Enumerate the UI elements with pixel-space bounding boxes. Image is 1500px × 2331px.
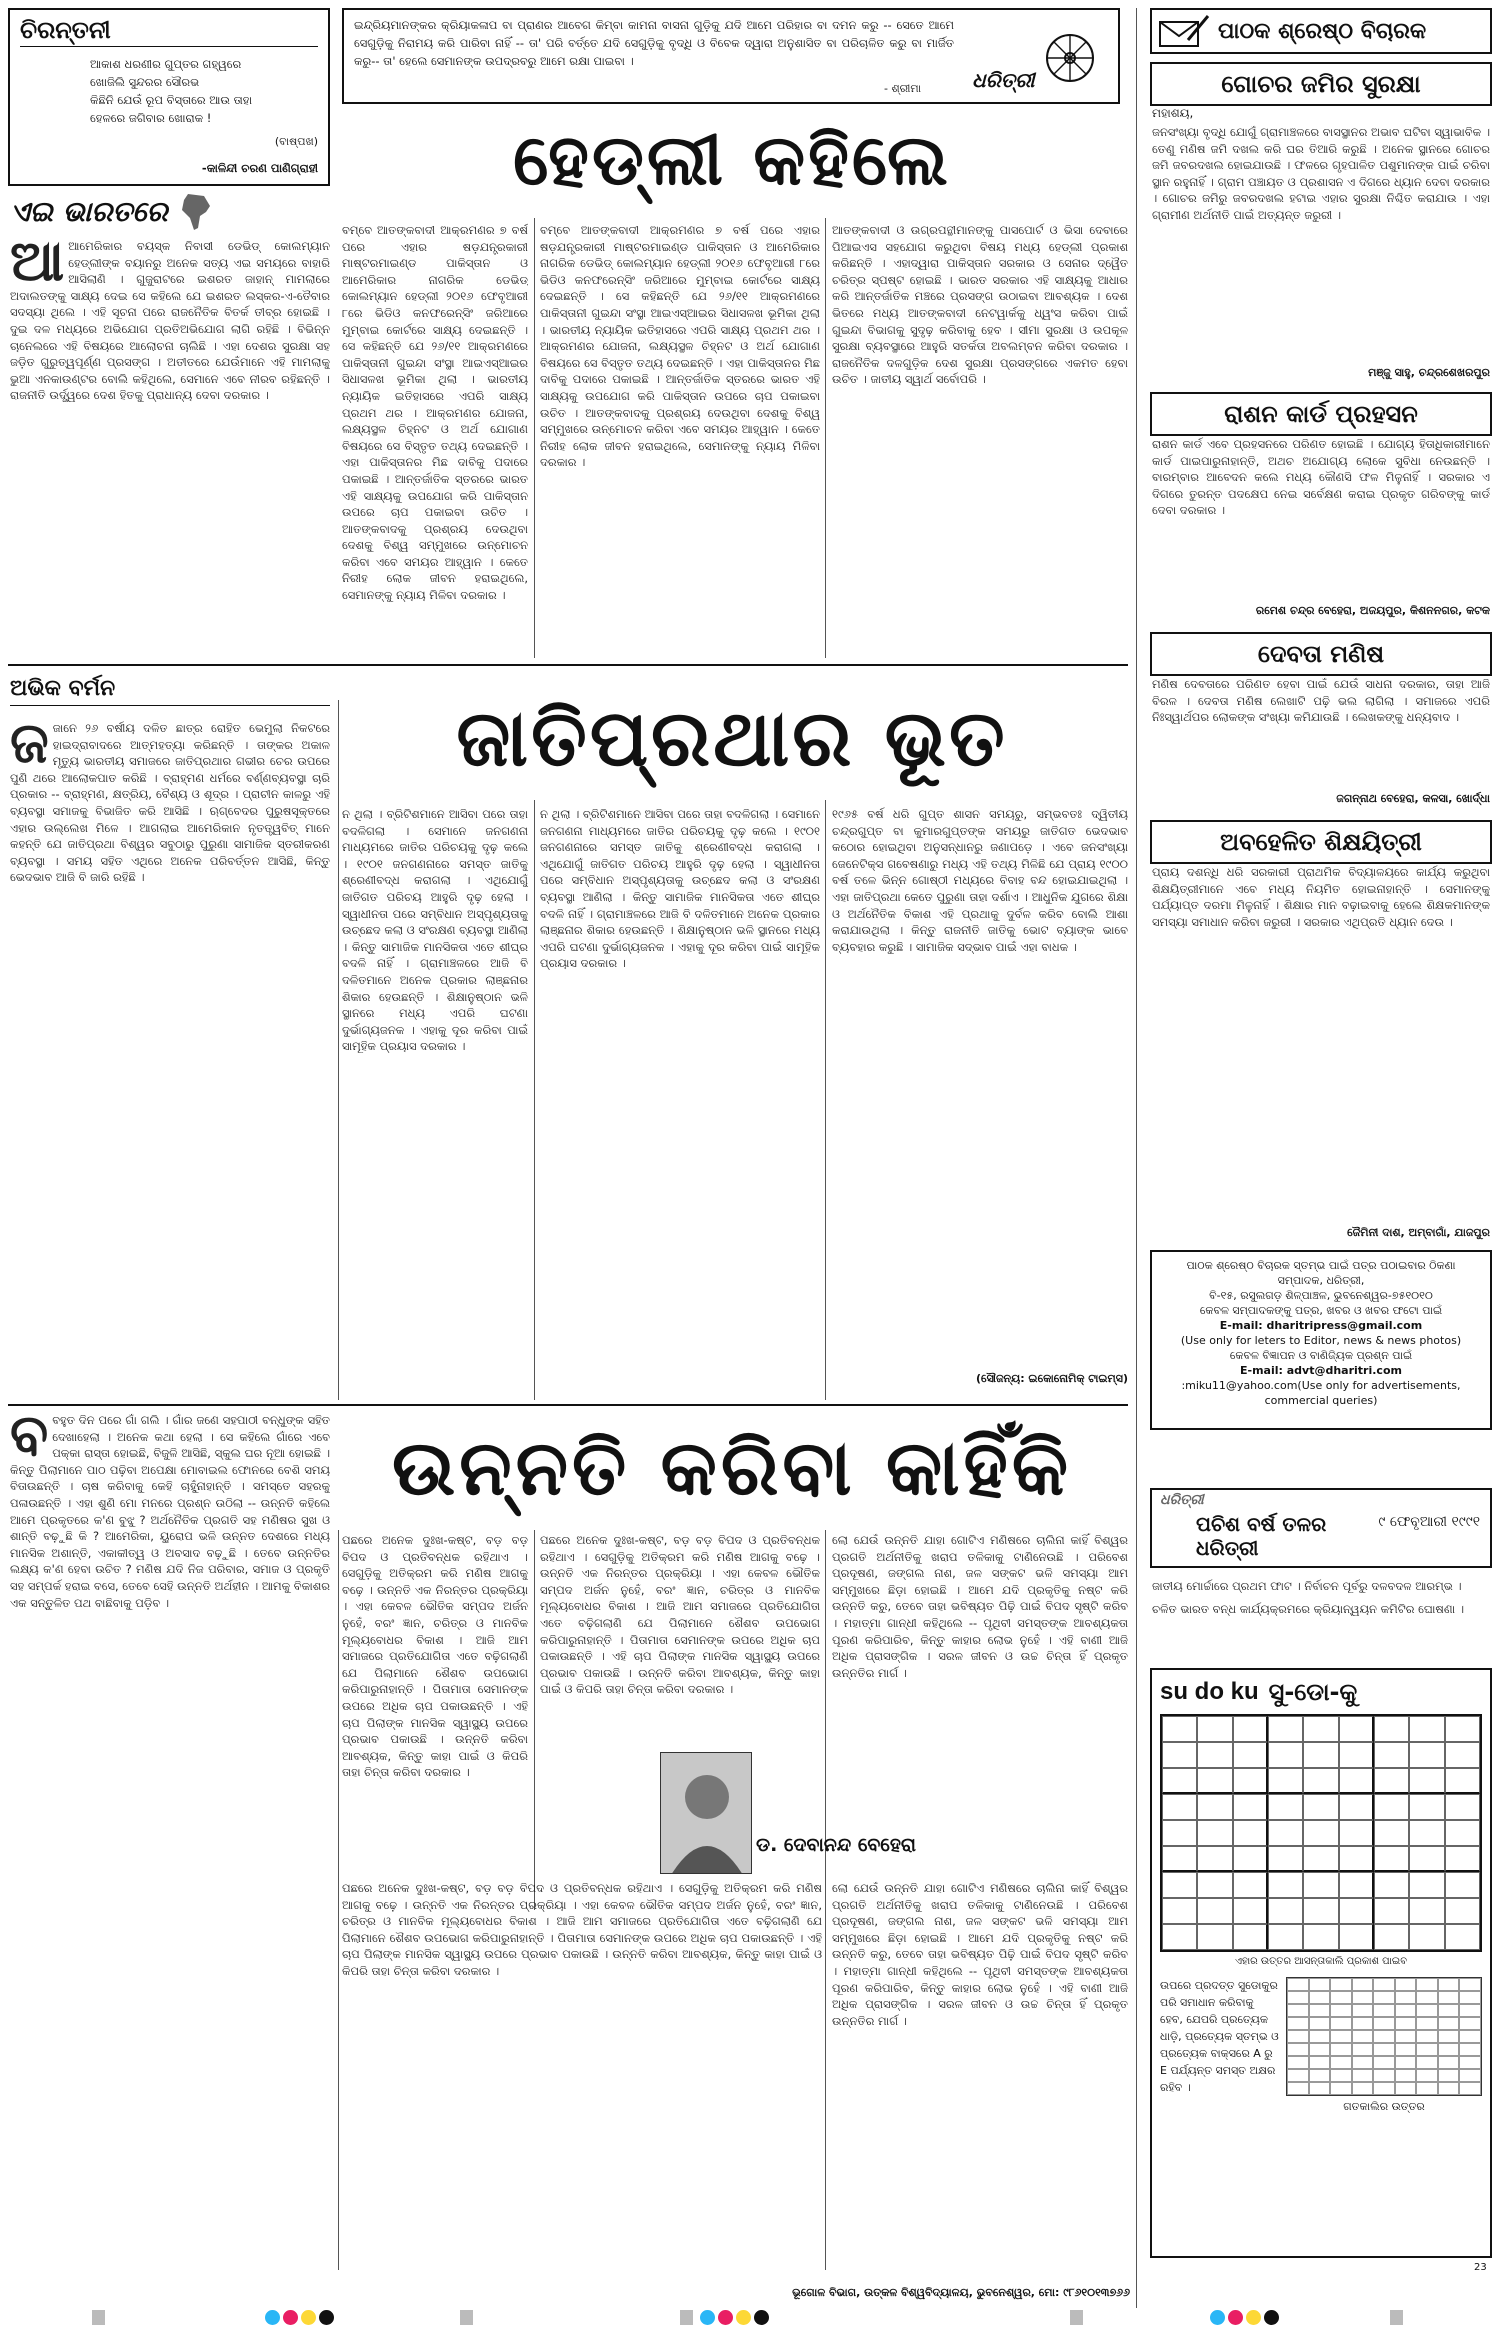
article2-headline: ଜାତିପ୍ରଥାର ଭୂତ bbox=[456, 694, 1008, 784]
sudoku-cell[interactable] bbox=[1268, 1898, 1303, 1924]
article3-mid2-text: ପଛରେ ଅନେକ ଦୁଃଖ-କଷ୍ଟ, ବଡ଼ ବଡ଼ ବିପଦ ଓ ପ୍ରତିବନ୍ଧକ ରହିଥାଏ । ସେଗୁଡ଼ିକୁ ଅତିକ୍ରମ କରି ମଣିଷ ଆଗକୁ ବଢ଼େ । ଉନ୍ନତି ଏକ ନିରନ୍ତର ପ୍ରକ୍ରିୟା । ଏହା କେବଳ ଭୌତିକ ସମ୍ପଦ ଅର୍ଜନ ନୁହେଁ, ବରଂ ଜ୍ଞାନ, ଚରିତ୍ର ଓ ମାନବିକ ମୂଲ୍ୟବୋଧର ବିକାଶ । ଆଜି ଆମ ସମାଜରେ ପ୍ରତିଯୋଗିତା ଏତେ ବଢ଼ିଗଲାଣି ଯେ ପିଲାମାନେ ଶୈଶବ ଉପଭୋଗ କରିପାରୁନାହାନ୍ତି । ପିତାମାତା ସେମାନଙ୍କ ଉପରେ ଅଧିକ ଚାପ ପକାଉଛନ୍ତି । ଏହି ଚାପ ପିଲାଙ୍କ ମାନସିକ ସ୍ୱାସ୍ଥ୍ୟ ଉପରେ ପ୍ରଭାବ ପକାଉଛି । ଉନ୍ନତି କରିବା ଆବଶ୍ୟକ, କିନ୍ତୁ କାହା ପାଇଁ ଓ କିପରି ତାହା ଚିନ୍ତା କରିବା ଦରକାର । bbox=[540, 1533, 820, 1697]
article3-col-mid3 bbox=[342, 1880, 822, 2280]
answer-cell bbox=[1395, 2004, 1417, 2017]
article2-mid2-text: ନ ଥିଲା । ବ୍ରିଟିଶମାନେ ଆସିବା ପରେ ତାହା ବଦଳିଗଲା । ସେମାନେ ଜନଗଣନା ମାଧ୍ୟମରେ ଜାତିର ପରିଚୟକୁ ଦୃଢ଼ କଲେ । ୧୯୦୧ ଜନଗଣନାରେ ସମସ୍ତ ଜାତିକୁ ଶ୍ରେଣୀବଦ୍ଧ କରାଗଲା । ଏଥିଯୋଗୁଁ ଜାତିଗତ ପରିଚୟ ଆହୁରି ଦୃଢ଼ ହେଲା । ସ୍ୱାଧୀନତା ପରେ ସମ୍ବିଧାନ ଅସ୍ପୃଶ୍ୟତାକୁ ଉଚ୍ଛେଦ କଲା ଓ ସଂରକ୍ଷଣ ବ୍ୟବସ୍ଥା ଆଣିଲା । କିନ୍ତୁ ସାମାଜିକ ମାନସିକତା ଏତେ ଶୀଘ୍ର ବଦଳି ନାହିଁ । ଗ୍ରାମାଞ୍ଚଳରେ ଆଜି ବି ଦଳିତମାନେ ଅନେକ ପ୍ରକାର ଲାଞ୍ଛନାର ଶିକାର ହେଉଛନ୍ତି । ଶିକ୍ଷାନୁଷ୍ଠାନ ଭଳି ସ୍ଥାନରେ ମଧ୍ୟ ଏପରି ଘଟଣା ଦୁର୍ଭାଗ୍ୟଜନକ । ଏହାକୁ ଦୂର କରିବା ପାଇଁ ସାମୂହିକ ପ୍ରୟାସ ଦରକାର । bbox=[540, 807, 820, 971]
answer-cell bbox=[1330, 2017, 1352, 2030]
answer-cell bbox=[1395, 2082, 1417, 2095]
archive-items bbox=[1152, 1578, 1490, 1617]
contact-note2: କେବଳ ବିଜ୍ଞାପନ ଓ ବାଣିଜ୍ୟିକ ପ୍ରଶ୍ନ ପାଇଁ bbox=[1229, 1349, 1413, 1362]
answer-cell bbox=[1373, 1978, 1395, 1991]
section-logo-text: ଏଇ ଭାରତରେ bbox=[10, 195, 168, 228]
sudoku-answer-grid bbox=[1286, 1977, 1482, 2096]
envelope-pen-icon bbox=[1158, 14, 1210, 48]
sudoku-cell[interactable] bbox=[1303, 1768, 1338, 1794]
answer-cell bbox=[1459, 2043, 1481, 2056]
contact-address1: ସମ୍ପାଦକ, ଧରିତ୍ରୀ, bbox=[1277, 1274, 1365, 1287]
contact-email1[interactable]: E-mail: dharitripress@gmail.com bbox=[1219, 1319, 1423, 1332]
sudoku-cell[interactable] bbox=[1339, 1846, 1374, 1872]
answer-cell bbox=[1373, 2043, 1395, 2056]
article3-left-text: ବହୁତ ଦିନ ପରେ ଗାଁ ଗଲି । ଗାଁର ଜଣେ ସହପାଠୀ ବନ୍ଧୁଙ୍କ ସହିତ ଦେଖାହେଲା । ଅନେକ କଥା ହେଲା । ସେ କହିଲେ ଗାଁରେ ଏବେ ପକ୍କା ରାସ୍ତା ହୋଇଛି, ବିଜୁଳି ଆସିଛି, ସ୍କୁଲ ଘର ନୂଆ ହୋଇଛି । କିନ୍ତୁ ପିଲାମାନେ ପାଠ ପଢ଼ିବା ଅପେକ୍ଷା ମୋବାଇଲ ଫୋନରେ ବେଶି ସମୟ ବିତାଉଛନ୍ତି । ଚାଷ କରିବାକୁ କେହି ଚାହୁଁନାହାନ୍ତି । ସମସ୍ତେ ସହରକୁ ପଳାଉଛନ୍ତି । ଏହା ଶୁଣି ମୋ ମନରେ ପ୍ରଶ୍ନ ଉଠିଲା -- ଉନ୍ନତି କହିଲେ ଆମେ ପ୍ରକୃତରେ କ'ଣ ବୁଝୁ ? ଅର୍ଥନୈତିକ ପ୍ରଗତି ସହ ମଣିଷର ସୁଖ ଓ ଶାନ୍ତି ବଢ଼ୁଛି କି ? ଆମେରିକା, ୟୁରୋପ ଭଳି ଉନ୍ନତ ଦେଶରେ ମଧ୍ୟ ମାନସିକ ଅଶାନ୍ତି, ଏକାକୀତ୍ୱ ଓ ଅବସାଦ ବଢ଼ୁଛି । ତେବେ ଉନ୍ନତିର ଲକ୍ଷ୍ୟ କ'ଣ ହେବା ଉଚିତ ? ମଣିଷ ଯଦି ନିଜ ପରିବାର, ସମାଜ ଓ ପ୍ରକୃତି ସହ ସମ୍ପର୍କ ହରାଇ ବସେ, ତେବେ ସେହି ଉନ୍ନତି ଅର୍ଥହୀନ । ଆମକୁ ବିକାଶର ଏକ ସନ୍ତୁଳିତ ପଥ ବାଛିବାକୁ ପଡ଼ିବ । bbox=[10, 1413, 330, 1610]
sudoku-cell[interactable] bbox=[1268, 1846, 1303, 1872]
answer-cell bbox=[1352, 2069, 1374, 2082]
answer-cell bbox=[1309, 2082, 1331, 2095]
article3-col-left bbox=[10, 1412, 330, 2302]
answer-cell bbox=[1287, 2004, 1309, 2017]
sudoku-cell[interactable] bbox=[1233, 1924, 1268, 1950]
sudoku-cell[interactable] bbox=[1445, 1898, 1480, 1924]
answer-cell bbox=[1438, 1978, 1460, 1991]
sudoku-cell[interactable] bbox=[1162, 1872, 1197, 1898]
sudoku-cell[interactable] bbox=[1374, 1794, 1409, 1820]
sudoku-cell[interactable] bbox=[1374, 1872, 1409, 1898]
answer-cell bbox=[1438, 1991, 1460, 2004]
readers-header bbox=[1150, 8, 1492, 54]
quote-line: ଖୋଜିଲି ସୁନ୍ଦରର ସୌରଭ bbox=[90, 75, 200, 89]
sudoku-cell[interactable] bbox=[1268, 1794, 1303, 1820]
readers-header-label: ପାଠକ ଶ୍ରେଷ୍ଠ ବିଚାରକ bbox=[1218, 18, 1427, 44]
sudoku-cell[interactable] bbox=[1303, 1820, 1338, 1846]
letter4-body: ପ୍ରାୟ ଦଶନ୍ଧି ଧରି ସରକାରୀ ପ୍ରାଥମିକ ବିଦ୍ୟାଳୟରେ କାର୍ଯ୍ୟ କରୁଥିବା ଶିକ୍ଷୟିତ୍ରୀମାନେ ଏବେ ମଧ୍ୟ ନିୟମିତ ହୋଇନାହାନ୍ତି । ସେମାନଙ୍କୁ ପର୍ଯ୍ୟାପ୍ତ ଦରମା ମିଳୁନାହିଁ । ଶିକ୍ଷାର ମାନ ବଢ଼ାଇବାକୁ ହେଲେ ଶିକ୍ଷକମାନଙ୍କ ସମସ୍ୟା ସମାଧାନ କରିବା ଜରୁରୀ । ସରକାର ଏଥିପ୍ରତି ଧ୍ୟାନ ଦେଉ । bbox=[1152, 865, 1490, 929]
answer-cell bbox=[1330, 2056, 1352, 2069]
article1-mid2-text: ବମ୍ବେ ଆତଙ୍କବାଦୀ ଆକ୍ରମଣର ୭ ବର୍ଷ ପରେ ଏହାର ଷଡ଼ଯନ୍ତ୍ରକାରୀ ମାଷ୍ଟରମାଇଣ୍ଡ ପାକିସ୍ତାନ ଓ ଆମେରିକାର ନାଗରିକ ଡେଭିଡ୍ କୋଲମ୍ୟାନ ହେଡ୍‌ଲୀ ୨୦୧୬ ଫେବୃଆରୀ ୮ରେ ଭିଡିଓ କନଫରେନ୍ସିଂ ଜରିଆରେ ମୁମ୍ବାଇ କୋର୍ଟରେ ସାକ୍ଷ୍ୟ ଦେଇଛନ୍ତି । ସେ କହିଛନ୍ତି ଯେ ୨୬/୧୧ ଆକ୍ରମଣରେ ପାକିସ୍ତାନୀ ଗୁଇନ୍ଦା ସଂସ୍ଥା ଆଇଏସ୍‌ଆଇର ସିଧାସଳଖ ଭୂମିକା ଥିଲା । ଭାରତୀୟ ନ୍ୟାୟିକ ଇତିହାସରେ ଏପରି ସାକ୍ଷ୍ୟ ପ୍ରଥମ ଥର । ଆକ୍ରମଣର ଯୋଜନା, ଲକ୍ଷ୍ୟସ୍ଥଳ ଚିହ୍ନଟ ଓ ଅର୍ଥ ଯୋଗାଣ ବିଷୟରେ ସେ ବିସ୍ତୃତ ତଥ୍ୟ ଦେଇଛନ୍ତି । ଏହା ପାକିସ୍ତାନର ମିଛ ଦାବିକୁ ପଦାରେ ପକାଇଛି । ଆନ୍ତର୍ଜାତିକ ସ୍ତରରେ ଭାରତ ଏହି ସାକ୍ଷ୍ୟକୁ ଉପଯୋଗ କରି ପାକିସ୍ତାନ ଉପରେ ଚାପ ପକାଇବା ଉଚିତ । ଆତଙ୍କବାଦକୁ ପ୍ରଶ୍ରୟ ଦେଉଥିବା ଦେଶକୁ ବିଶ୍ୱ ସମ୍ମୁଖରେ ଉନ୍ମୋଚନ କରିବା ଏବେ ସମୟର ଆହ୍ୱାନ । କେତେ ନିରୀହ ଲୋକ ଜୀବନ ହରାଇଥିଲେ, ସେମାନଙ୍କୁ ନ୍ୟାୟ ମିଳିବା ଦରକାର । bbox=[540, 223, 820, 470]
answer-cell bbox=[1309, 2056, 1331, 2069]
archive-box bbox=[1150, 1488, 1492, 1568]
sudoku-cell[interactable] bbox=[1268, 1716, 1303, 1742]
sudoku-cell[interactable] bbox=[1162, 1794, 1197, 1820]
quote-author: -କାଳିନ୍ଦୀ ଚରଣ ପାଣିଗ୍ରାହୀ bbox=[201, 161, 318, 175]
answer-cell bbox=[1416, 2082, 1438, 2095]
answer-cell bbox=[1330, 2082, 1352, 2095]
contact-email2[interactable]: E-mail: advt@dharitri.com bbox=[1240, 1364, 1402, 1377]
contact-note: କେବଳ ସମ୍ପାଦକଙ୍କୁ ପତ୍ର, ଖବର ଓ ଖବର ଫଟୋ ପାଇଁ bbox=[1199, 1304, 1443, 1317]
answer-cell bbox=[1287, 1978, 1309, 1991]
quote-line: ହେଳରେ ଜଗିବାର ଖୋରାକ ! bbox=[90, 111, 212, 125]
sudoku-cell[interactable] bbox=[1374, 1742, 1409, 1768]
sudoku-cell[interactable] bbox=[1339, 1872, 1374, 1898]
sudoku-cell[interactable] bbox=[1268, 1742, 1303, 1768]
article1-left-text: ଆମେରିକାର ବୟସ୍କ ନିବାସୀ ଡେଭିଡ୍ କୋଲମ୍ୟାନ ହେଡ୍‌ଲୀଙ୍କ ବୟାନରୁ ଅନେକ ସତ୍ୟ ଏଇ ସମୟରେ ବାହାରି ଆସିଲାଣି । ଗୁଜୁରାଟରେ ଇଶରତ ଜାହାନ୍ ମାମଲାରେ ଅଦାଲତଙ୍କୁ ସାକ୍ଷ୍ୟ ଦେଇ ସେ କହିଲେ ଯେ ଇଶରତ ଲସ୍କର-ଏ-ତୈବାର ସଦସ୍ୟା ଥିଲେ । ଏହି ସୂଚନା ପରେ ରାଜନୈତିକ ବିତର୍କ ତୀବ୍ର ହୋଇଛି । ଦୁଇ ଦଳ ମଧ୍ୟରେ ଅଭିଯୋଗ ପ୍ରତିଅଭିଯୋଗ ଲାଗି ରହିଛି । ବିଭିନ୍ନ ଚାନେଲରେ ଏହି ବିଷୟରେ ଆଲୋଚନା ଚାଲିଛି । ଏହା ଦେଶର ସୁରକ୍ଷା ସହ ଜଡ଼ିତ ଗୁରୁତ୍ୱପୂର୍ଣ୍ଣ ପ୍ରସଙ୍ଗ । ଅତୀତରେ ଯେଉଁମାନେ ଏହି ମାମଲାକୁ ଭୁଆ ଏନକାଉଣ୍ଟର ବୋଲି କହିଥିଲେ, ସେମାନେ ଏବେ ନୀରବ ରହିଛନ୍ତି । ରାଜନୀତି ଉର୍ଦ୍ଧ୍ୱରେ ଦେଶ ହିତକୁ ପ୍ରାଧାନ୍ୟ ଦେବା ଦରକାର । bbox=[10, 239, 330, 403]
article3-col-mid: ପଛରେ ଅନେକ ଦୁଃଖ-କଷ୍ଟ, ବଡ଼ ବଡ଼ ବିପଦ ଓ ପ୍ରତିବନ୍ଧକ ରହିଥାଏ । ସେଗୁଡ଼ିକୁ ଅତିକ୍ରମ କରି ମଣିଷ ଆଗକୁ ବଢ଼େ । ଉନ୍ନତି ଏକ ନିରନ୍ତର ପ୍ରକ୍ରିୟା । ଏହା କେବଳ ଭୌତିକ ସମ୍ପଦ ଅର୍ଜନ ନୁହେଁ, ବରଂ ଜ୍ଞାନ, ଚରିତ୍ର ଓ ମାନବିକ ମୂଲ୍ୟବୋଧର ବିକାଶ । ଆଜି ଆମ ସମାଜରେ ପ୍ରତିଯୋଗିତା ଏତେ ବଢ଼ିଗଲାଣି ଯେ ପିଲାମାନେ ଶୈଶବ ଉପଭୋଗ କରିପାରୁନାହାନ୍ତି । ପିତାମାତା ସେମାନଙ୍କ ଉପରେ ଅଧିକ ଚାପ ପକାଉଛନ୍ତି । ଏହି ଚାପ ପିଲାଙ୍କ ମାନସିକ ସ୍ୱାସ୍ଥ୍ୟ ଉପରେ ପ୍ରଭାବ ପକାଉଛି । ଉନ୍ନତି କରିବା ଆବଶ୍ୟକ, କିନ୍ତୁ କାହା ପାଇଁ ଓ କିପରି ତାହା ଚିନ୍ତା କରିବା ଦରକାର । bbox=[342, 1533, 528, 1780]
answer-cell bbox=[1395, 2017, 1417, 2030]
sudoku-cell[interactable] bbox=[1445, 1768, 1480, 1794]
sudoku-cell[interactable] bbox=[1162, 1820, 1197, 1846]
answer-cell bbox=[1438, 2030, 1460, 2043]
article2-section-title: ଅଭିକ ବର୍ମନ bbox=[10, 676, 330, 706]
answer-cell bbox=[1373, 2069, 1395, 2082]
sudoku-cell[interactable] bbox=[1162, 1898, 1197, 1924]
masthead-quote-source: - ଶ୍ରୀମା bbox=[884, 82, 922, 95]
archive-title: ପଚିଶ ବର୍ଷ ତଳର ଧରିତ୍ରୀ bbox=[1196, 1512, 1327, 1560]
archive-date: ୯ ଫେବୃଆରୀ ୧୯୯୧ bbox=[1378, 1514, 1480, 1530]
answer-cell bbox=[1438, 2004, 1460, 2017]
sudoku-cell[interactable] bbox=[1409, 1742, 1444, 1768]
article3-mid3-text: ପଛରେ ଅନେକ ଦୁଃଖ-କଷ୍ଟ, ବଡ଼ ବଡ଼ ବିପଦ ଓ ପ୍ରତିବନ୍ଧକ ରହିଥାଏ । ସେଗୁଡ଼ିକୁ ଅତିକ୍ରମ କରି ମଣିଷ ଆଗକୁ ବଢ଼େ । ଉନ୍ନତି ଏକ ନିରନ୍ତର ପ୍ରକ୍ରିୟା । ଏହା କେବଳ ଭୌତିକ ସମ୍ପଦ ଅର୍ଜନ ନୁହେଁ, ବରଂ ଜ୍ଞାନ, ଚରିତ୍ର ଓ ମାନବିକ ମୂଲ୍ୟବୋଧର ବିକାଶ । ଆଜି ଆମ ସମାଜରେ ପ୍ରତିଯୋଗିତା ଏତେ ବଢ଼ିଗଲାଣି ଯେ ପିଲାମାନେ ଶୈଶବ ଉପଭୋଗ କରିପାରୁନାହାନ୍ତି । ପିତାମାତା ସେମାନଙ୍କ ଉପରେ ଅଧିକ ଚାପ ପକାଉଛନ୍ତି । ଏହି ଚାପ ପିଲାଙ୍କ ମାନସିକ ସ୍ୱାସ୍ଥ୍ୟ ଉପରେ ପ୍ରଭାବ ପକାଉଛି । ଉନ୍ନତି କରିବା ଆବଶ୍ୟକ, କିନ୍ତୁ କାହା ପାଇଁ ଓ କିପରି ତାହା ଚିନ୍ତା କରିବା ଦରକାର । bbox=[342, 1881, 822, 1978]
sudoku-cell[interactable] bbox=[1197, 1924, 1232, 1950]
dropcap: ଆ bbox=[10, 238, 65, 294]
answer-cell bbox=[1459, 2004, 1481, 2017]
sudoku-cell[interactable] bbox=[1197, 1742, 1232, 1768]
answer-cell bbox=[1459, 2017, 1481, 2030]
author-name: ଡ. ଦେବାନନ୍ଦ ବେହେରା bbox=[756, 1834, 917, 1856]
answer-cell bbox=[1309, 2069, 1331, 2082]
masthead-quote-box bbox=[342, 8, 1120, 104]
article2-col-mid2 bbox=[540, 806, 820, 1392]
answer-cell bbox=[1459, 1978, 1481, 1991]
answer-cell bbox=[1395, 2056, 1417, 2069]
wheel-icon bbox=[1044, 32, 1096, 84]
sudoku-cell[interactable] bbox=[1374, 1898, 1409, 1924]
letter1-title: ଗୋଚର ଜମିର ସୁରକ୍ଷା bbox=[1150, 62, 1492, 106]
article1-col-right: ଆତଙ୍କବାଦୀ ଓ ଉଗ୍ରପନ୍ଥୀମାନଙ୍କୁ ପାସପୋର୍ଟ ଓ ଭିସା ଦେବାରେ ପିଆଇଏସ ସହଯୋଗ କରୁଥିବା ବିଷୟ ମଧ୍ୟ ହେଡ୍‌ଲୀ ପ୍ରକାଶ କରିଛନ୍ତି । ଏହାଦ୍ୱାରା ପାକିସ୍ତାନ ସରକାର ଓ ସେନାର ଦ୍ୱୈତ ଚରିତ୍ର ସ୍ପଷ୍ଟ ହୋଇଛି । ଭାରତ ସରକାର ଏହି ସାକ୍ଷ୍ୟକୁ ଆଧାର କରି ଆନ୍ତର୍ଜାତିକ ମଞ୍ଚରେ ପ୍ରସଙ୍ଗ ଉଠାଇବା ଆବଶ୍ୟକ । ଦେଶ ଭିତରେ ମଧ୍ୟ ଆତଙ୍କବାଦୀ ନେଟୱାର୍କକୁ ଧ୍ୱଂସ କରିବା ପାଇଁ ଗୁଇନ୍ଦା ବିଭାଗକୁ ସୁଦୃଢ଼ କରିବାକୁ ହେବ । ସୀମା ସୁରକ୍ଷା ଓ ଉପକୂଳ ସୁରକ୍ଷା ବ୍ୟବସ୍ଥାରେ ଆହୁରି ସତର୍କତା ଅବଲମ୍ବନ କରିବା ଦରକାର । ରାଜନୈତିକ ଦଳଗୁଡ଼ିକ ଦେଶ ସୁରକ୍ଷା ପ୍ରସଙ୍ଗରେ ଏକମତ ହେବା ଉଚିତ । ଜାତୀୟ ସ୍ୱାର୍ଥ ସର୍ବୋପରି । bbox=[832, 223, 1128, 387]
author-portrait-icon bbox=[661, 1753, 752, 1874]
section-logo bbox=[10, 192, 330, 232]
sudoku-cell[interactable] bbox=[1409, 1794, 1444, 1820]
answer-cell bbox=[1416, 2069, 1438, 2082]
sudoku-box bbox=[1150, 1668, 1492, 2258]
sudoku-cell[interactable] bbox=[1445, 1872, 1480, 1898]
letter3-title: ଦେବତା ମଣିଷ bbox=[1150, 632, 1492, 676]
answer-cell bbox=[1438, 2043, 1460, 2056]
answer-cell bbox=[1287, 2069, 1309, 2082]
answer-cell bbox=[1287, 2082, 1309, 2095]
answer-cell bbox=[1373, 2017, 1395, 2030]
article2-left-text: ଜାନେ ୨୬ ବର୍ଷୀୟ ଦଳିତ ଛାତ୍ର ରୋହିତ ଭେମୁଲା ନିକଟରେ ହାଇଦ୍ରାବାଦରେ ଆତ୍ମହତ୍ୟା କରିଛନ୍ତି । ତାଙ୍କର ଅକାଳ ମୃତ୍ୟୁ ଭାରତୀୟ ସମାଜରେ ଜାତିପ୍ରଥାର ଗଭୀର ଚେର ଉପରେ ପୁଣି ଥରେ ଆଲୋକପାତ କରିଛି । ବ୍ରାହ୍ମଣ ଧର୍ମରେ ବର୍ଣ୍ଣବ୍ୟବସ୍ଥା ଚାରି ପ୍ରକାର -- ବ୍ରାହ୍ମଣ, କ୍ଷତ୍ରିୟ, ବୈଶ୍ୟ ଓ ଶୂଦ୍ର । ପ୍ରାଚୀନ କାଳରୁ ଏହି ବ୍ୟବସ୍ଥା ସମାଜକୁ ବିଭାଜିତ କରି ଆସିଛି । ଋଗ୍‌ବେଦର ପୁରୁଷସୂକ୍ତରେ ଏହାର ଉଲ୍ଲେଖ ମିଳେ । ଆଗଲାଇ ଆମେରିକାନ ନୃତତ୍ତ୍ୱବିତ୍ ମାନେ କହନ୍ତି ଯେ ଜାତିପ୍ରଥା ବିଶ୍ୱର ସବୁଠାରୁ ପୁରୁଣା ସାମାଜିକ ସ୍ତରୀକରଣ ବ୍ୟବସ୍ଥା । ସମୟ ସହିତ ଏଥିରେ ଅନେକ ପରିବର୍ତ୍ତନ ଆସିଛି, କିନ୍ତୁ ଭେଦଭାବ ଆଜି ବି ଜାରି ରହିଛି । bbox=[10, 721, 330, 885]
answer-cell bbox=[1373, 2082, 1395, 2095]
letter3-body: ମଣିଷ ଦେବତାରେ ପରିଣତ ହେବା ପାଇଁ ଯେଉଁ ସାଧନା ଦରକାର, ତାହା ଆଜି ବିରଳ । ଦେବତା ମଣିଷ ଲେଖାଟି ପଢ଼ି ଭଲ ଲାଗିଲା । ସମାଜରେ ଏପରି ନିଃସ୍ୱାର୍ଥପର ଲୋକଙ୍କ ସଂଖ୍ୟା କମିଯାଉଛି । ଲେଖକଙ୍କୁ ଧନ୍ୟବାଦ । bbox=[1152, 677, 1490, 725]
answer-cell bbox=[1438, 2069, 1460, 2082]
answer-cell bbox=[1309, 2004, 1331, 2017]
answer-cell bbox=[1416, 2017, 1438, 2030]
sudoku-cell[interactable] bbox=[1197, 1846, 1232, 1872]
sudoku-cell[interactable] bbox=[1233, 1716, 1268, 1742]
sudoku-cell[interactable] bbox=[1303, 1794, 1338, 1820]
sudoku-caption: ଏହାର ଉତ୍ତର ଆସନ୍ତାକାଲି ପ୍ରକାଶ ପାଇବ bbox=[1234, 1956, 1408, 1967]
answer-cell bbox=[1416, 1978, 1438, 1991]
sudoku-cell[interactable] bbox=[1197, 1768, 1232, 1794]
sudoku-cell[interactable] bbox=[1233, 1846, 1268, 1872]
sudoku-cell[interactable] bbox=[1197, 1872, 1232, 1898]
article1-headline: ହେଡ୍‌ଲୀ କହିଲେ bbox=[513, 119, 951, 201]
sudoku-cell[interactable] bbox=[1339, 1820, 1374, 1846]
sudoku-cell[interactable] bbox=[1197, 1716, 1232, 1742]
answer-cell bbox=[1330, 2043, 1352, 2056]
sudoku-cell[interactable] bbox=[1233, 1768, 1268, 1794]
article2-col-right: ୧୯୬୫ ବର୍ଷ ଧରି ଗୁପ୍ତ ଶାସନ ସମୟରୁ, ସମ୍ଭବତଃ ଦ୍ୱିତୀୟ ଚନ୍ଦ୍ରଗୁପ୍ତ ବା କୁମାରଗୁପ୍ତଙ୍କ ସମୟରୁ ଜାତିଗତ ଭେଦଭାବ କଠୋର ହୋଇଥିବା ଅନୁସନ୍ଧାନରୁ ଜଣାପଡ଼େ । ଏବେ ଜନସଂଖ୍ୟା ଜେନେଟିକ୍ସ ଗବେଷଣାରୁ ମଧ୍ୟ ଏହି ତଥ୍ୟ ମିଳିଛି ଯେ ପ୍ରାୟ ୧୯୦୦ ବର୍ଷ ତଳେ ଭିନ୍ନ ଗୋଷ୍ଠୀ ମଧ୍ୟରେ ବିବାହ ବନ୍ଦ ହୋଇଯାଇଥିଲା । ଏହା ଜାତିପ୍ରଥା କେତେ ପୁରୁଣା ତାହା ଦର୍ଶାଏ । ଆଧୁନିକ ଯୁଗରେ ଶିକ୍ଷା ଓ ଅର୍ଥନୈତିକ ବିକାଶ ଏହି ପ୍ରଥାକୁ ଦୁର୍ବଳ କରିବ ବୋଲି ଆଶା କରାଯାଉଥିଲା । କିନ୍ତୁ ରାଜନୀତି ଜାତିକୁ ଭୋଟ ବ୍ୟାଙ୍କ ଭାବେ ବ୍ୟବହାର କରୁଛି । ସାମାଜିକ ସଦ୍‌ଭାବ ପାଇଁ ଏହା ବାଧକ । bbox=[832, 807, 1128, 954]
answer-cell bbox=[1438, 2056, 1460, 2069]
sudoku-instructions: ଉପରେ ପ୍ରଦତ୍ତ ସୁଡୋକୁର ପରି ସମାଧାନ କରିବାକୁ ହେବ, ଯେପରି ପ୍ରତ୍ୟେକ ଧାଡ଼ି, ପ୍ରତ୍ୟେକ ସ୍ତମ୍ଭ ଓ ପ୍ରତ୍ୟେକ ବାକ୍ସରେ A ରୁ E ପର୍ଯ୍ୟନ୍ତ ସମସ୍ତ ଅକ୍ଷର ରହିବ । bbox=[1160, 1979, 1279, 2094]
answer-cell bbox=[1309, 2017, 1331, 2030]
sudoku-cell[interactable] bbox=[1339, 1768, 1374, 1794]
sudoku-cell[interactable] bbox=[1445, 1742, 1480, 1768]
sudoku-cell[interactable] bbox=[1162, 1716, 1197, 1742]
sudoku-answer-label: ଗତକାଲିର ଉତ୍ତର bbox=[1343, 2100, 1425, 2113]
article1-col-mid: ବମ୍ବେ ଆତଙ୍କବାଦୀ ଆକ୍ରମଣର ୭ ବର୍ଷ ପରେ ଏହାର ଷଡ଼ଯନ୍ତ୍ରକାରୀ ମାଷ୍ଟରମାଇଣ୍ଡ ପାକିସ୍ତାନ ଓ ଆମେରିକାର ନାଗରିକ ଡେଭିଡ୍ କୋଲମ୍ୟାନ ହେଡ୍‌ଲୀ ୨୦୧୬ ଫେବୃଆରୀ ୮ରେ ଭିଡିଓ କନଫରେନ୍ସିଂ ଜରିଆରେ ମୁମ୍ବାଇ କୋର୍ଟରେ ସାକ୍ଷ୍ୟ ଦେଇଛନ୍ତି । ସେ କହିଛନ୍ତି ଯେ ୨୬/୧୧ ଆକ୍ରମଣରେ ପାକିସ୍ତାନୀ ଗୁଇନ୍ଦା ସଂସ୍ଥା ଆଇଏସ୍‌ଆଇର ସିଧାସଳଖ ଭୂମିକା ଥିଲା । ଭାରତୀୟ ନ୍ୟାୟିକ ଇତିହାସରେ ଏପରି ସାକ୍ଷ୍ୟ ପ୍ରଥମ ଥର । ଆକ୍ରମଣର ଯୋଜନା, ଲକ୍ଷ୍ୟସ୍ଥଳ ଚିହ୍ନଟ ଓ ଅର୍ଥ ଯୋଗାଣ ବିଷୟରେ ସେ ବିସ୍ତୃତ ତଥ୍ୟ ଦେଇଛନ୍ତି । ଏହା ପାକିସ୍ତାନର ମିଛ ଦାବିକୁ ପଦାରେ ପକାଇଛି । ଆନ୍ତର୍ଜାତିକ ସ୍ତରରେ ଭାରତ ଏହି ସାକ୍ଷ୍ୟକୁ ଉପଯୋଗ କରି ପାକିସ୍ତାନ ଉପରେ ଚାପ ପକାଇବା ଉଚିତ । ଆତଙ୍କବାଦକୁ ପ୍ରଶ୍ରୟ ଦେଉଥିବା ଦେଶକୁ ବିଶ୍ୱ ସମ୍ମୁଖରେ ଉନ୍ମୋଚନ କରିବା ଏବେ ସମୟର ଆହ୍ୱାନ । କେତେ ନିରୀହ ଲୋକ ଜୀବନ ହରାଇଥିଲେ, ସେମାନଙ୍କୁ ନ୍ୟାୟ ମିଳିବା ଦରକାର । bbox=[342, 223, 528, 603]
sudoku-cell[interactable] bbox=[1268, 1820, 1303, 1846]
answer-cell bbox=[1330, 2004, 1352, 2017]
sudoku-cell[interactable] bbox=[1339, 1898, 1374, 1924]
page-number: 23 bbox=[1474, 2262, 1487, 2273]
answer-cell bbox=[1416, 2043, 1438, 2056]
article3-col-mid2 bbox=[540, 1532, 820, 1742]
sudoku-cell[interactable] bbox=[1409, 1898, 1444, 1924]
answer-cell bbox=[1287, 2043, 1309, 2056]
contact-email3[interactable]: :miku11@yahoo.com(Use only for advertisements, commercial queries) bbox=[1181, 1379, 1461, 1407]
sudoku-cell[interactable] bbox=[1409, 1716, 1444, 1742]
article3-right2-text: ଲୋ ଯେଉଁ ଉନ୍ନତି ଯାହା ଗୋଟିଏ ମଣିଷରେ ଚାଲିନା କାହିଁ ବିଶ୍ୱର ପ୍ରଗତି ଅର୍ଥନୀତିକୁ ଖରାପ ତଳିକାକୁ ଟାଣିନେଉଛି । ପରିବେଶ ପ୍ରଦୂଷଣ, ଜଙ୍ଗଲ ନାଶ, ଜଳ ସଙ୍କଟ ଭଳି ସମସ୍ୟା ଆମ ସମ୍ମୁଖରେ ଛିଡ଼ା ହୋଇଛି । ଆମେ ଯଦି ପ୍ରକୃତିକୁ ନଷ୍ଟ କରି ଉନ୍ନତି କରୁ, ତେବେ ତାହା ଭବିଷ୍ୟତ ପିଢ଼ି ପାଇଁ ବିପଦ ସୃଷ୍ଟି କରିବ । ମହାତ୍ମା ଗାନ୍ଧୀ କହିଥିଲେ -- ପୃଥିବୀ ସମସ୍ତଙ୍କ ଆବଶ୍ୟକତା ପୂରଣ କରିପାରିବ, କିନ୍ତୁ କାହାର ଲୋଭ ନୁହେଁ । ଏହି ବାଣୀ ଆଜି ଅଧିକ ପ୍ରାସଙ୍ଗିକ । ସରଳ ଜୀବନ ଓ ଉଚ୍ଚ ଚିନ୍ତା ହିଁ ପ୍ରକୃତ ଉନ୍ନତିର ମାର୍ଗ । bbox=[832, 1881, 1128, 2028]
sudoku-cell[interactable] bbox=[1162, 1924, 1197, 1950]
quote-title: ଚିରନ୍ତନୀ bbox=[20, 16, 318, 47]
answer-cell bbox=[1373, 2030, 1395, 2043]
dropcap: ବ bbox=[10, 1412, 49, 1468]
sudoku-cell[interactable] bbox=[1409, 1846, 1444, 1872]
answer-cell bbox=[1352, 2017, 1374, 2030]
sudoku-cell[interactable] bbox=[1233, 1898, 1268, 1924]
india-map-icon bbox=[176, 192, 216, 232]
answer-cell bbox=[1352, 2043, 1374, 2056]
answer-cell bbox=[1459, 1991, 1481, 2004]
sudoku-cell[interactable] bbox=[1445, 1846, 1480, 1872]
archive-item: ଚଳିତ ଭାରତ ବନ୍ଧ କାର୍ଯ୍ୟକ୍ରମରେ କ୍ରିୟାନ୍ୱୟନ କମିଟିର ଘୋଷଣା । bbox=[1152, 1601, 1465, 1616]
answer-cell bbox=[1416, 2030, 1438, 2043]
article3-headline: ଉନ୍ନତି କରିବା କାହିଁକି bbox=[391, 1423, 1073, 1512]
sudoku-cell[interactable] bbox=[1233, 1872, 1268, 1898]
sudoku-cell[interactable] bbox=[1268, 1872, 1303, 1898]
author-photo bbox=[660, 1752, 752, 1874]
sudoku-cell[interactable] bbox=[1339, 1716, 1374, 1742]
answer-cell bbox=[1416, 1991, 1438, 2004]
sudoku-cell[interactable] bbox=[1445, 1924, 1480, 1950]
answer-cell bbox=[1373, 1991, 1395, 2004]
letter4-title: ଅବହେଳିତ ଶିକ୍ଷୟିତ୍ରୀ bbox=[1150, 820, 1492, 864]
sudoku-grid[interactable] bbox=[1160, 1714, 1482, 1952]
quote-line: ଆକାଶ ଧରଣୀର ଗୁପ୍ତର ଗହ୍ୱରେ bbox=[90, 57, 242, 71]
sudoku-cell[interactable] bbox=[1445, 1716, 1480, 1742]
sudoku-cell[interactable] bbox=[1374, 1846, 1409, 1872]
sudoku-cell[interactable] bbox=[1197, 1794, 1232, 1820]
contact-address2: ବି-୧୫, ରସୁଲଗଡ଼ ଶିଳ୍ପାଞ୍ଚଳ, ଭୁବନେଶ୍ୱର-୭୫୧୦୧୦ bbox=[1209, 1289, 1433, 1302]
answer-cell bbox=[1395, 2069, 1417, 2082]
answer-cell bbox=[1373, 2004, 1395, 2017]
sudoku-cell[interactable] bbox=[1339, 1924, 1374, 1950]
answer-cell bbox=[1459, 2030, 1481, 2043]
sudoku-title-en: su do ku bbox=[1160, 1678, 1259, 1705]
answer-cell bbox=[1330, 2030, 1352, 2043]
article3-col-right2 bbox=[832, 1880, 1128, 2280]
sudoku-cell[interactable] bbox=[1268, 1768, 1303, 1794]
sudoku-cell[interactable] bbox=[1268, 1924, 1303, 1950]
answer-cell bbox=[1352, 1991, 1374, 2004]
contact-intro: ପାଠକ ଶ୍ରେଷ୍ଠ ବିଚାରକ ସ୍ତମ୍ଭ ପାଇଁ ପତ୍ର ପଠାଇବାର ଠିକଣା bbox=[1186, 1259, 1456, 1272]
answer-cell bbox=[1309, 1978, 1331, 1991]
sudoku-cell[interactable] bbox=[1303, 1846, 1338, 1872]
answer-cell bbox=[1330, 1978, 1352, 1991]
answer-cell bbox=[1352, 1978, 1374, 1991]
archive-item: ଜାତୀୟ ମୋର୍ଚ୍ଚାରେ ପ୍ରଥମ ଫାଟ । ନିର୍ବାଚନ ପୂର୍ବରୁ ଦଳବଦଳ ଆରମ୍ଭ । bbox=[1152, 1579, 1462, 1593]
answer-cell bbox=[1352, 2004, 1374, 2017]
sudoku-cell[interactable] bbox=[1303, 1898, 1338, 1924]
sudoku-cell[interactable] bbox=[1162, 1768, 1197, 1794]
sudoku-cell[interactable] bbox=[1197, 1898, 1232, 1924]
quote-source: (ବାଷ୍ପଖ) bbox=[274, 135, 318, 148]
answer-cell bbox=[1287, 2030, 1309, 2043]
sudoku-cell[interactable] bbox=[1339, 1794, 1374, 1820]
answer-cell bbox=[1459, 2082, 1481, 2095]
sudoku-cell[interactable] bbox=[1445, 1820, 1480, 1846]
letter2-body: ରାଶନ କାର୍ଡ ଏବେ ପ୍ରହସନରେ ପରିଣତ ହୋଇଛି । ଯୋଗ୍ୟ ହିତାଧିକାରୀମାନେ କାର୍ଡ ପାଇପାରୁନାହାନ୍ତି, ଅଥଚ ଅଯୋଗ୍ୟ ଲୋକେ ସୁବିଧା ନେଉଛନ୍ତି । ବାରମ୍ବାର ଆବେଦନ କଲେ ମଧ୍ୟ କୌଣସି ଫଳ ମିଳୁନାହିଁ । ସରକାର ଏ ଦିଗରେ ତୁରନ୍ତ ପଦକ୍ଷେପ ନେଇ ସର୍ବେକ୍ଷଣ କରାଇ ପ୍ରକୃତ ଗରିବଙ୍କୁ କାର୍ଡ ଦେବା ଦରକାର । bbox=[1152, 437, 1490, 518]
answer-cell bbox=[1416, 2056, 1438, 2069]
answer-cell bbox=[1373, 2056, 1395, 2069]
article3-footer: ଭୂଗୋଳ ବିଭାଗ, ଉତ୍କଳ ବିଶ୍ୱବିଦ୍ୟାଳୟ, ଭୁବନେଶ୍ୱର, ମୋ: ୯୮୬୧୦୧୩୭୬୬ bbox=[792, 2286, 1130, 2299]
sudoku-cell[interactable] bbox=[1374, 1924, 1409, 1950]
answer-cell bbox=[1352, 2082, 1374, 2095]
sudoku-cell[interactable] bbox=[1409, 1768, 1444, 1794]
article2-credit: (ସୌଜନ୍ୟ: ଇକୋନୋମିକ୍ ଟାଇମ୍ସ) bbox=[976, 1372, 1128, 1385]
letter2-signature: ରମେଶ ଚନ୍ଦ୍ର ବେହେରା, ଅଜୟପୁର, କିଶନନଗର, କଟକ bbox=[1255, 604, 1490, 617]
answer-cell bbox=[1309, 1991, 1331, 2004]
answer-cell bbox=[1459, 2056, 1481, 2069]
quote-box bbox=[8, 8, 330, 186]
masthead-quote-text: ଇନ୍ଦ୍ରିୟମାନଙ୍କର କ୍ରିୟାକଳାପ ବା ପ୍ରାଣର ଆବେଗ କିମ୍ବା କାମନା ବାସନା ଗୁଡ଼ିକୁ ଯଦି ଆମେ ପରିହାର ବା ଦମନ କରୁ -- ସେତେ ଆମେ ସେଗୁଡ଼ିକୁ ନିରାମୟ କରି ପାରିବା ନାହିଁ -- ତା' ପରି ବର୍ତ୍ତେ ଯଦି ସେଗୁଡ଼ିକୁ ବୃଦ୍ଧି ଓ ବିବେକ ଦ୍ୱାରା ଅନୁଶାସିତ ବା ପରିଚାଳିତ କରୁ ବା ମାର୍ଜିତ କରୁ-- ତା' ହେଲେ ସେମାନଙ୍କ ଉପଦ୍ରବରୁ ଆମେ ରକ୍ଷା ପାଇବା । bbox=[354, 18, 954, 68]
article3-col-right: ଲୋ ଯେଉଁ ଉନ୍ନତି ଯାହା ଗୋଟିଏ ମଣିଷରେ ଚାଲିନା କାହିଁ ବିଶ୍ୱର ପ୍ରଗତି ଅର୍ଥନୀତିକୁ ଖରାପ ତଳିକାକୁ ଟାଣିନେଉଛି । ପରିବେଶ ପ୍ରଦୂଷଣ, ଜଙ୍ଗଲ ନାଶ, ଜଳ ସଙ୍କଟ ଭଳି ସମସ୍ୟା ଆମ ସମ୍ମୁଖରେ ଛିଡ଼ା ହୋଇଛି । ଆମେ ଯଦି ପ୍ରକୃତିକୁ ନଷ୍ଟ କରି ଉନ୍ନତି କରୁ, ତେବେ ତାହା ଭବିଷ୍ୟତ ପିଢ଼ି ପାଇଁ ବିପଦ ସୃଷ୍ଟି କରିବ । ମହାତ୍ମା ଗାନ୍ଧୀ କହିଥିଲେ -- ପୃଥିବୀ ସମସ୍ତଙ୍କ ଆବଶ୍ୟକତା ପୂରଣ କରିପାରିବ, କିନ୍ତୁ କାହାର ଲୋଭ ନୁହେଁ । ଏହି ବାଣୀ ଆଜି ଅଧିକ ପ୍ରାସଙ୍ଗିକ । ସରଳ ଜୀବନ ଓ ଉଚ୍ଚ ଚିନ୍ତା ହିଁ ପ୍ରକୃତ ଉନ୍ନତିର ମାର୍ଗ । bbox=[832, 1533, 1128, 1680]
sudoku-cell[interactable] bbox=[1303, 1924, 1338, 1950]
sudoku-cell[interactable] bbox=[1303, 1872, 1338, 1898]
letter1-body: ଜନସଂଖ୍ୟା ବୃଦ୍ଧି ଯୋଗୁଁ ଗ୍ରାମାଞ୍ଚଳରେ ବାସସ୍ଥାନର ଅଭାବ ଘଟିବା ସ୍ୱାଭାବିକ । ତେଣୁ ମଣିଷ ଜମି ଦଖଲ କରି ଘର ତିଆରି କରୁଛି । ଅନେକ ସ୍ଥାନରେ ଗୋଚର ଜମି ଜବରଦଖଲ ହୋଇଯାଉଛି । ଫଳରେ ଗୃହପାଳିତ ପଶୁମାନଙ୍କ ପାଇଁ ଚରିବା ସ୍ଥାନ ରହୁନାହିଁ । ଗ୍ରାମ ପଞ୍ଚାୟତ ଓ ପ୍ରଶାସନ ଏ ଦିଗରେ ଧ୍ୟାନ ଦେବା ଦରକାର । ଗୋଚର ଜମିରୁ ଜବରଦଖଲ ହଟାଇ ଏହାର ସୁରକ୍ଷା ନିଶ୍ଚିତ କରାଯାଉ । ଏହା ଗ୍ରାମୀଣ ଅର୍ଥନୀତି ପାଇଁ ଅତ୍ୟନ୍ତ ଜରୁରୀ । bbox=[1152, 125, 1490, 222]
sudoku-cell[interactable] bbox=[1233, 1820, 1268, 1846]
letter1-salutation: ମହାଶୟ, bbox=[1152, 106, 1194, 120]
sudoku-cell[interactable] bbox=[1409, 1820, 1444, 1846]
answer-cell bbox=[1352, 2056, 1374, 2069]
sudoku-cell[interactable] bbox=[1162, 1742, 1197, 1768]
masthead-logo: ଧରିତ୍ରୀ bbox=[972, 68, 1035, 92]
letter4-signature: ଜୈମିନୀ ଦାଶ, ଅମ୍ବାଗାଁ, ଯାଜପୁର bbox=[1347, 1226, 1490, 1239]
contact-box bbox=[1150, 1250, 1492, 1430]
answer-cell bbox=[1459, 2069, 1481, 2082]
answer-cell bbox=[1438, 2017, 1460, 2030]
answer-cell bbox=[1416, 2004, 1438, 2017]
sudoku-cell[interactable] bbox=[1303, 1716, 1338, 1742]
article2-col-mid: ନ ଥିଲା । ବ୍ରିଟିଶମାନେ ଆସିବା ପରେ ତାହା ବଦଳିଗଲା । ସେମାନେ ଜନଗଣନା ମାଧ୍ୟମରେ ଜାତିର ପରିଚୟକୁ ଦୃଢ଼ କଲେ । ୧୯୦୧ ଜନଗଣନାରେ ସମସ୍ତ ଜାତିକୁ ଶ୍ରେଣୀବଦ୍ଧ କରାଗଲା । ଏଥିଯୋଗୁଁ ଜାତିଗତ ପରିଚୟ ଆହୁରି ଦୃଢ଼ ହେଲା । ସ୍ୱାଧୀନତା ପରେ ସମ୍ବିଧାନ ଅସ୍ପୃଶ୍ୟତାକୁ ଉଚ୍ଛେଦ କଲା ଓ ସଂରକ୍ଷଣ ବ୍ୟବସ୍ଥା ଆଣିଲା । କିନ୍ତୁ ସାମାଜିକ ମାନସିକତା ଏତେ ଶୀଘ୍ର ବଦଳି ନାହିଁ । ଗ୍ରାମାଞ୍ଚଳରେ ଆଜି ବି ଦଳିତମାନେ ଅନେକ ପ୍ରକାର ଲାଞ୍ଛନାର ଶିକାର ହେଉଛନ୍ତି । ଶିକ୍ଷାନୁଷ୍ଠାନ ଭଳି ସ୍ଥାନରେ ମଧ୍ୟ ଏପରି ଘଟଣା ଦୁର୍ଭାଗ୍ୟଜନକ । ଏହାକୁ ଦୂର କରିବା ପାଇଁ ସାମୂହିକ ପ୍ରୟାସ ଦରକାର । bbox=[342, 807, 528, 1054]
article1-col-mid2 bbox=[540, 222, 820, 654]
answer-cell bbox=[1395, 1978, 1417, 1991]
sudoku-cell[interactable] bbox=[1374, 1820, 1409, 1846]
sudoku-cell[interactable] bbox=[1233, 1794, 1268, 1820]
answer-cell bbox=[1395, 2043, 1417, 2056]
archive-logo: ଧରିତ୍ରୀ bbox=[1160, 1492, 1204, 1508]
answer-cell bbox=[1287, 2056, 1309, 2069]
letter3-signature: ଜଗନ୍ନାଥ ବେହେରା, କଳସା, ଖୋର୍ଦ୍ଧା bbox=[1336, 792, 1490, 805]
sudoku-cell[interactable] bbox=[1233, 1742, 1268, 1768]
article1-col-left bbox=[10, 238, 330, 654]
answer-cell bbox=[1395, 1991, 1417, 2004]
sudoku-cell[interactable] bbox=[1374, 1768, 1409, 1794]
answer-cell bbox=[1395, 2030, 1417, 2043]
answer-cell bbox=[1309, 2030, 1331, 2043]
sudoku-cell[interactable] bbox=[1409, 1924, 1444, 1950]
answer-cell bbox=[1330, 1991, 1352, 2004]
sudoku-title-or: ସୁ-ଡୋ-କୁ bbox=[1268, 1678, 1358, 1706]
sudoku-cell[interactable] bbox=[1162, 1846, 1197, 1872]
answer-cell bbox=[1287, 1991, 1309, 2004]
quote-line: କିଛିନି ଯେଉଁ ରୂପ ବିସ୍ତାରେ ଆଉ ତାହା bbox=[90, 93, 253, 107]
answer-cell bbox=[1330, 2069, 1352, 2082]
contact-email1-note: (Use only for leters to Editor, news & news photos) bbox=[1180, 1334, 1462, 1347]
answer-cell bbox=[1352, 2030, 1374, 2043]
answer-cell bbox=[1438, 2082, 1460, 2095]
dropcap: ଜ bbox=[10, 720, 49, 776]
sudoku-cell[interactable] bbox=[1197, 1820, 1232, 1846]
answer-cell bbox=[1287, 2017, 1309, 2030]
sudoku-cell[interactable] bbox=[1445, 1794, 1480, 1820]
sudoku-cell[interactable] bbox=[1409, 1872, 1444, 1898]
registration-marks bbox=[0, 2310, 1500, 2330]
article2-col-left bbox=[10, 720, 330, 1394]
sudoku-cell[interactable] bbox=[1339, 1742, 1374, 1768]
sudoku-cell[interactable] bbox=[1303, 1742, 1338, 1768]
sudoku-cell[interactable] bbox=[1374, 1716, 1409, 1742]
answer-cell bbox=[1309, 2043, 1331, 2056]
letter1-signature: ମଞ୍ଜୁ ସାହୁ, ଚନ୍ଦ୍ରଶେଖରପୁର bbox=[1368, 366, 1490, 379]
letter2-title: ରାଶନ କାର୍ଡ ପ୍ରହସନ bbox=[1150, 392, 1492, 436]
sudoku-title bbox=[1160, 1678, 1482, 1706]
